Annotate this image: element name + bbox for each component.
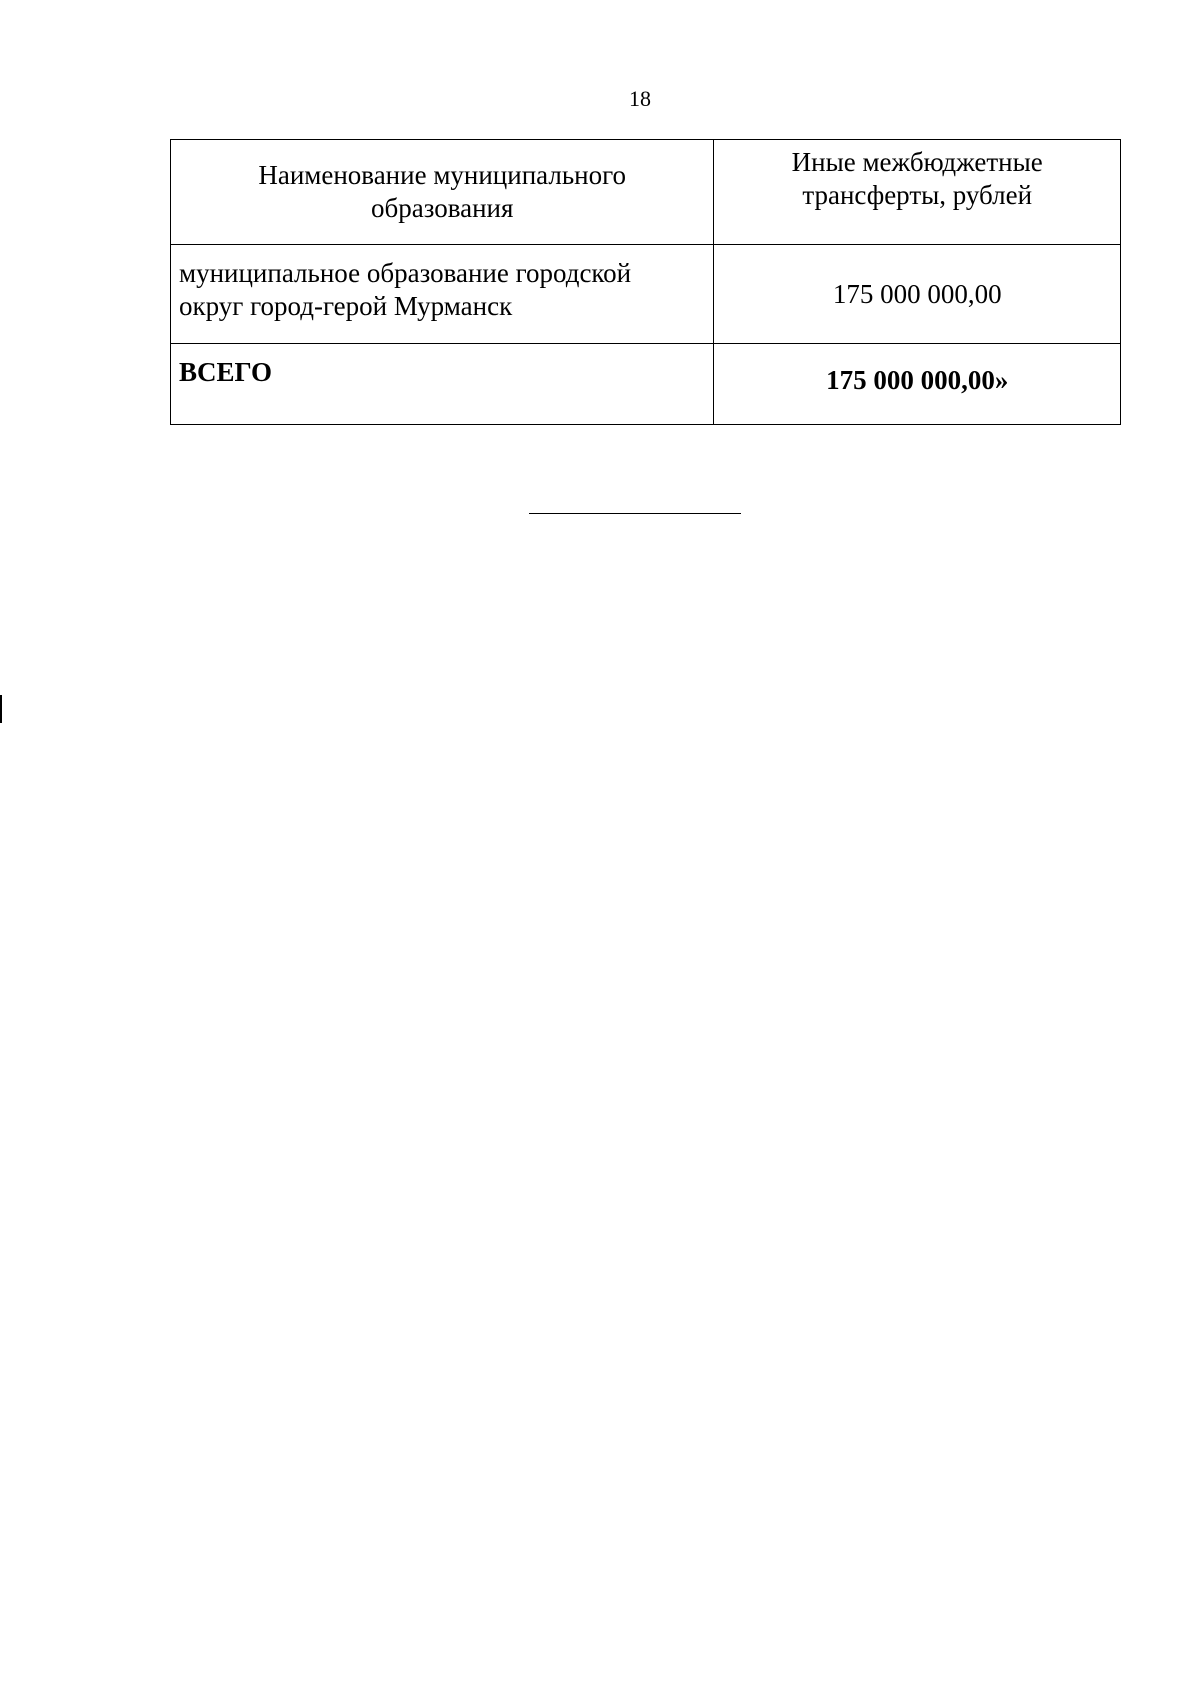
header-municipality-label: Наименование муниципального образования (258, 160, 627, 223)
table-row (171, 245, 1121, 344)
total-amount: 175 000 000,00» (826, 365, 1009, 395)
header-municipality-cell (171, 140, 714, 245)
transfer-amount-cell (714, 245, 1121, 344)
transfers-table (170, 139, 1121, 425)
table-total-row (171, 344, 1121, 425)
transfer-amount: 175 000 000,00 (832, 278, 1002, 309)
scan-edge-mark (0, 695, 2, 723)
total-amount-cell (714, 344, 1121, 425)
end-of-document-rule (529, 513, 741, 514)
header-amount-label: Иные межбюджетные трансферты, рублей (791, 147, 1043, 210)
page-number: 18 (629, 86, 651, 111)
table-header-row (171, 140, 1121, 245)
total-label: ВСЕГО (179, 357, 273, 387)
header-amount-cell (714, 140, 1121, 245)
municipality-name: муниципальное образование городской округ город-герой Мурманск (179, 258, 632, 321)
municipality-name-cell (171, 245, 714, 344)
total-label-cell (171, 344, 714, 425)
